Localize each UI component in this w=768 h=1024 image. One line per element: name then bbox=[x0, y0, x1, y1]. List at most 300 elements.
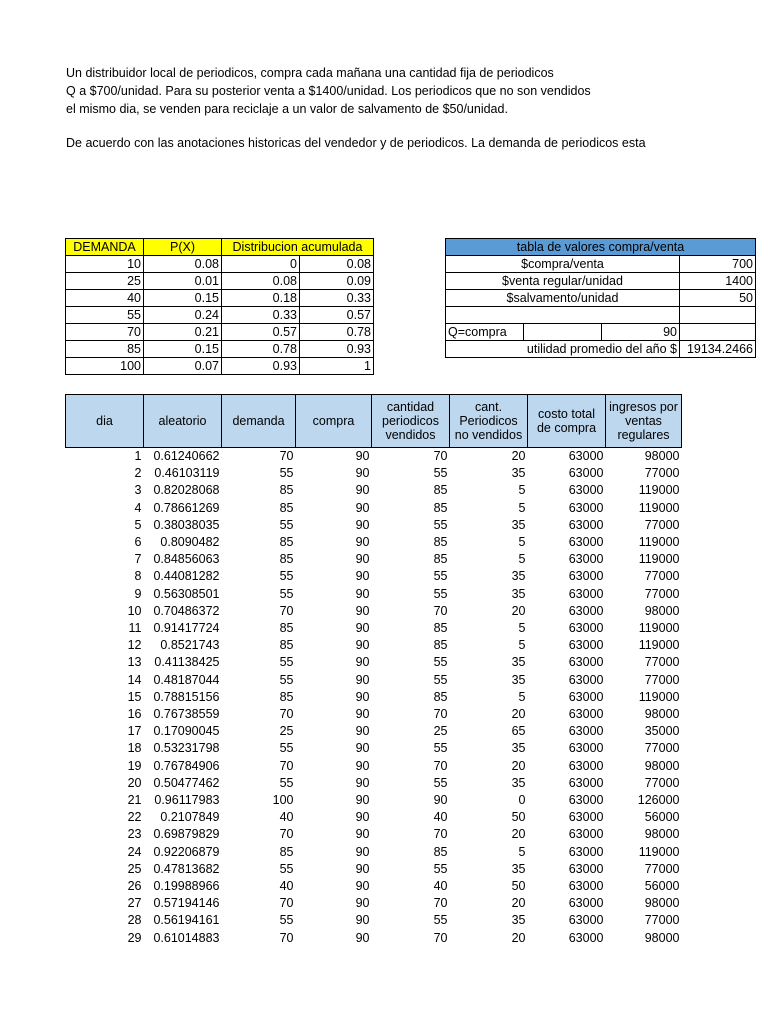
acum-high-cell: 0.08 bbox=[300, 256, 374, 273]
ingresos-cell: 35000 bbox=[644, 724, 680, 739]
header-demanda: DEMANDA bbox=[66, 239, 144, 256]
aleatorio-cell: 0.44081282 bbox=[153, 569, 220, 584]
aleatorio-cell: 0.48187044 bbox=[153, 672, 220, 687]
vendidos-cell: 55 bbox=[433, 569, 448, 584]
costo-cell: 63000 bbox=[568, 655, 604, 670]
costo-cell: 63000 bbox=[568, 621, 604, 636]
table-row bbox=[66, 930, 682, 947]
dia-cell: 7 bbox=[134, 552, 142, 567]
table-row bbox=[66, 307, 374, 324]
acum-high-cell: 0.33 bbox=[300, 290, 374, 307]
empty-cell bbox=[680, 324, 756, 341]
demanda-cell: 55 bbox=[279, 466, 294, 481]
dia-cell: 16 bbox=[127, 707, 142, 722]
demanda-cell: 55 bbox=[279, 655, 294, 670]
compra-cell: 90 bbox=[355, 621, 370, 636]
dia-cell: 1 bbox=[134, 449, 142, 463]
demanda-cell: 70 bbox=[279, 827, 294, 842]
ingresos-cell: 119000 bbox=[638, 535, 680, 550]
ingresos-cell: 98000 bbox=[644, 827, 680, 842]
empty-cell bbox=[680, 307, 756, 324]
q-compra-label: Q=compra bbox=[446, 324, 524, 341]
dia-cell: 18 bbox=[127, 741, 142, 756]
table-row bbox=[66, 706, 682, 723]
aleatorio-cell: 0.17090045 bbox=[153, 724, 220, 739]
aleatorio-cell: 0.61240662 bbox=[153, 449, 220, 463]
dia-cell: 11 bbox=[128, 621, 142, 636]
costo-cell: 63000 bbox=[568, 758, 604, 773]
table-row bbox=[66, 740, 682, 757]
aleatorio-cell: 0.91417724 bbox=[153, 621, 220, 636]
aleatorio-cell: 0.38038035 bbox=[153, 517, 220, 532]
demanda-cell: 40 bbox=[66, 290, 144, 307]
table-row bbox=[66, 534, 682, 551]
ingresos-cell: 119000 bbox=[638, 638, 680, 653]
no-vendidos-cell: 20 bbox=[511, 603, 526, 618]
no-vendidos-cell: 5 bbox=[518, 535, 526, 550]
demanda-cell: 55 bbox=[279, 775, 294, 790]
vendidos-cell: 55 bbox=[433, 861, 448, 876]
header-dia: dia bbox=[66, 395, 144, 448]
costo-cell: 63000 bbox=[568, 603, 604, 618]
utilidad-value: 19134.2466 bbox=[680, 341, 756, 358]
vendidos-cell: 85 bbox=[433, 689, 448, 704]
demanda-cell: 70 bbox=[279, 758, 294, 773]
vendidos-cell: 25 bbox=[433, 724, 448, 739]
compra-venta-label: $compra/venta bbox=[446, 256, 680, 273]
vendidos-cell: 55 bbox=[433, 672, 448, 687]
demanda-cell: 70 bbox=[279, 603, 294, 618]
ingresos-cell: 98000 bbox=[644, 449, 680, 463]
aleatorio-cell: 0.76738559 bbox=[153, 707, 220, 722]
aleatorio-cell: 0.2107849 bbox=[160, 810, 220, 825]
intro-line-4: De acuerdo con las anotaciones historicas del vendedor y de periodicos. La demanda de periodicos esta bbox=[66, 136, 646, 150]
aleatorio-cell: 0.47813682 bbox=[153, 861, 220, 876]
demanda-cell: 85 bbox=[279, 483, 294, 498]
table-row bbox=[66, 448, 682, 466]
vendidos-cell: 55 bbox=[433, 741, 448, 756]
costo-cell: 63000 bbox=[568, 638, 604, 653]
no-vendidos-cell: 5 bbox=[518, 483, 526, 498]
table-row bbox=[66, 341, 374, 358]
header-no-vendidos: cant. Periodicos no vendidos bbox=[450, 395, 528, 448]
utilidad-label bbox=[446, 341, 680, 358]
no-vendidos-cell: 65 bbox=[511, 724, 526, 739]
vendidos-cell: 85 bbox=[433, 844, 448, 859]
compra-cell: 90 bbox=[355, 500, 370, 515]
ingresos-cell: 119000 bbox=[638, 483, 680, 498]
compra-cell: 90 bbox=[355, 758, 370, 773]
compra-cell: 90 bbox=[355, 535, 370, 550]
px-cell: 0.24 bbox=[144, 307, 222, 324]
demanda-cell: 70 bbox=[66, 324, 144, 341]
vendidos-cell: 70 bbox=[433, 603, 448, 618]
header-vendidos: cantidad periodicos vendidos bbox=[372, 395, 450, 448]
compra-cell: 90 bbox=[355, 655, 370, 670]
ingresos-cell: 77000 bbox=[644, 569, 680, 584]
no-vendidos-cell: 50 bbox=[511, 879, 526, 894]
vendidos-cell: 55 bbox=[433, 586, 448, 601]
costo-cell: 63000 bbox=[568, 517, 604, 532]
price-values-table bbox=[445, 238, 756, 358]
ingresos-cell: 77000 bbox=[644, 672, 680, 687]
aleatorio-cell: 0.96117983 bbox=[154, 793, 220, 808]
demanda-cell: 55 bbox=[279, 672, 294, 687]
vendidos-cell: 70 bbox=[433, 827, 448, 842]
compra-cell: 90 bbox=[355, 603, 370, 618]
header-aleatorio: aleatorio bbox=[144, 395, 222, 448]
acum-low-cell: 0 bbox=[222, 256, 300, 273]
table-row bbox=[66, 603, 682, 620]
dia-cell: 5 bbox=[134, 517, 142, 532]
aleatorio-cell: 0.76784906 bbox=[153, 758, 220, 773]
vendidos-cell: 40 bbox=[433, 879, 448, 894]
demanda-cell: 10 bbox=[66, 256, 144, 273]
header-costo-total: costo total de compra bbox=[528, 395, 606, 448]
aleatorio-cell: 0.8521743 bbox=[160, 638, 220, 653]
ingresos-cell: 77000 bbox=[644, 517, 680, 532]
table-row bbox=[66, 358, 374, 375]
table-row bbox=[66, 465, 682, 482]
costo-cell: 63000 bbox=[568, 672, 604, 687]
vendidos-cell: 85 bbox=[433, 621, 448, 636]
table-row bbox=[66, 256, 374, 273]
demanda-cell: 85 bbox=[279, 500, 294, 515]
compra-cell: 90 bbox=[355, 896, 370, 911]
table-row bbox=[66, 775, 682, 792]
demanda-cell: 100 bbox=[272, 793, 294, 808]
acum-low-cell: 0.18 bbox=[222, 290, 300, 307]
dia-cell: 14 bbox=[127, 672, 142, 687]
no-vendidos-cell: 5 bbox=[518, 844, 526, 859]
vendidos-cell: 85 bbox=[433, 552, 448, 567]
costo-cell: 63000 bbox=[568, 724, 604, 739]
dia-cell: 3 bbox=[134, 483, 142, 498]
aleatorio-cell: 0.82028068 bbox=[153, 483, 220, 498]
acum-low-cell: 0.93 bbox=[222, 358, 300, 375]
vendidos-cell: 55 bbox=[433, 655, 448, 670]
vendidos-cell: 70 bbox=[433, 896, 448, 911]
compra-cell: 90 bbox=[355, 466, 370, 481]
header-px: P(X) bbox=[144, 239, 222, 256]
px-cell: 0.01 bbox=[144, 273, 222, 290]
demanda-cell: 85 bbox=[279, 689, 294, 704]
compra-cell: 90 bbox=[355, 775, 370, 790]
costo-cell: 63000 bbox=[568, 707, 604, 722]
no-vendidos-cell: 35 bbox=[511, 517, 526, 532]
table-row bbox=[66, 551, 682, 568]
aleatorio-cell: 0.61014883 bbox=[153, 930, 220, 945]
compra-cell: 90 bbox=[355, 586, 370, 601]
vendidos-cell: 85 bbox=[433, 535, 448, 550]
aleatorio-cell: 0.78815156 bbox=[153, 689, 220, 704]
compra-cell: 90 bbox=[355, 827, 370, 842]
table-row bbox=[66, 826, 682, 843]
compra-cell: 90 bbox=[355, 724, 370, 739]
costo-cell: 63000 bbox=[568, 810, 604, 825]
table-row bbox=[66, 723, 682, 740]
compra-cell: 90 bbox=[355, 569, 370, 584]
no-vendidos-cell: 0 bbox=[518, 793, 526, 808]
ingresos-cell: 119000 bbox=[638, 621, 680, 636]
venta-regular-label: $venta regular/unidad bbox=[446, 273, 680, 290]
table-row bbox=[66, 878, 682, 895]
aleatorio-cell: 0.50477462 bbox=[153, 775, 220, 790]
no-vendidos-cell: 5 bbox=[518, 638, 526, 653]
costo-cell: 63000 bbox=[568, 775, 604, 790]
dia-cell: 25 bbox=[127, 861, 142, 876]
table-row bbox=[66, 809, 682, 826]
ingresos-cell: 77000 bbox=[644, 741, 680, 756]
aleatorio-cell: 0.19988966 bbox=[153, 879, 220, 894]
table-row bbox=[66, 654, 682, 671]
vendidos-cell: 70 bbox=[433, 930, 448, 945]
demand-distribution-table bbox=[65, 238, 374, 375]
dia-cell: 24 bbox=[127, 844, 142, 859]
no-vendidos-cell: 35 bbox=[511, 913, 526, 928]
no-vendidos-cell: 35 bbox=[511, 672, 526, 687]
compra-cell: 90 bbox=[355, 861, 370, 876]
no-vendidos-cell: 35 bbox=[511, 861, 526, 876]
demanda-cell: 85 bbox=[279, 844, 294, 859]
dia-cell: 10 bbox=[127, 603, 142, 618]
vendidos-cell: 40 bbox=[433, 810, 448, 825]
aleatorio-cell: 0.53231798 bbox=[153, 741, 220, 756]
demanda-cell: 85 bbox=[66, 341, 144, 358]
no-vendidos-cell: 20 bbox=[511, 707, 526, 722]
header-ingresos: ingresos por ventas regulares bbox=[606, 395, 682, 448]
compra-cell: 90 bbox=[355, 517, 370, 532]
px-cell: 0.08 bbox=[144, 256, 222, 273]
table-row bbox=[66, 290, 374, 307]
demanda-cell: 85 bbox=[279, 638, 294, 653]
dia-cell: 12 bbox=[127, 638, 142, 653]
acum-low-cell: 0.57 bbox=[222, 324, 300, 341]
table-row bbox=[66, 273, 374, 290]
no-vendidos-cell: 20 bbox=[511, 758, 526, 773]
compra-cell: 90 bbox=[355, 689, 370, 704]
table-row bbox=[66, 672, 682, 689]
table-row bbox=[66, 637, 682, 654]
salvamento-label: $salvamento/unidad bbox=[446, 290, 680, 307]
ingresos-cell: 98000 bbox=[644, 930, 680, 945]
demanda-cell: 55 bbox=[279, 861, 294, 876]
demanda-cell: 55 bbox=[66, 307, 144, 324]
dia-cell: 2 bbox=[134, 466, 142, 481]
vendidos-cell: 70 bbox=[433, 758, 448, 773]
ingresos-cell: 56000 bbox=[644, 810, 680, 825]
ingresos-cell: 119000 bbox=[638, 552, 680, 567]
empty-cell bbox=[524, 324, 602, 341]
compra-cell: 90 bbox=[355, 638, 370, 653]
aleatorio-cell: 0.69879829 bbox=[153, 827, 220, 842]
ingresos-cell: 98000 bbox=[644, 707, 680, 722]
demanda-cell: 70 bbox=[279, 707, 294, 722]
costo-cell: 63000 bbox=[568, 483, 604, 498]
acum-high-cell: 0.09 bbox=[300, 273, 374, 290]
no-vendidos-cell: 35 bbox=[511, 655, 526, 670]
ingresos-cell: 77000 bbox=[644, 861, 680, 876]
costo-cell: 63000 bbox=[568, 930, 604, 945]
dia-cell: 23 bbox=[127, 827, 142, 842]
vendidos-cell: 90 bbox=[433, 793, 448, 808]
compra-cell: 90 bbox=[355, 810, 370, 825]
ingresos-cell: 77000 bbox=[644, 586, 680, 601]
problem-statement bbox=[66, 64, 591, 118]
costo-cell: 63000 bbox=[568, 844, 604, 859]
compra-cell: 90 bbox=[355, 741, 370, 756]
values-table-title: tabla de valores compra/venta bbox=[446, 239, 756, 256]
table-row bbox=[66, 689, 682, 706]
aleatorio-cell: 0.78661269 bbox=[153, 500, 220, 515]
vendidos-cell: 55 bbox=[433, 913, 448, 928]
demanda-cell: 70 bbox=[279, 930, 294, 945]
costo-cell: 63000 bbox=[568, 586, 604, 601]
no-vendidos-cell: 35 bbox=[511, 466, 526, 481]
costo-cell: 63000 bbox=[568, 861, 604, 876]
simulation-table bbox=[65, 394, 682, 947]
costo-cell: 63000 bbox=[568, 449, 604, 463]
costo-cell: 63000 bbox=[568, 569, 604, 584]
acum-high-cell: 0.78 bbox=[300, 324, 374, 341]
compra-cell: 90 bbox=[355, 793, 370, 808]
costo-cell: 63000 bbox=[568, 535, 604, 550]
dia-cell: 15 bbox=[127, 689, 142, 704]
demanda-cell: 85 bbox=[279, 621, 294, 636]
header-demanda: demanda bbox=[222, 395, 296, 448]
compra-cell: 90 bbox=[355, 672, 370, 687]
px-cell: 0.07 bbox=[144, 358, 222, 375]
no-vendidos-cell: 5 bbox=[518, 500, 526, 515]
dia-cell: 27 bbox=[127, 896, 142, 911]
vendidos-cell: 85 bbox=[433, 500, 448, 515]
ingresos-cell: 98000 bbox=[644, 758, 680, 773]
intro-line-3: el mismo dia, se venden para reciclaje a un valor de salvamento de $50/unidad. bbox=[66, 102, 508, 116]
compra-cell: 90 bbox=[355, 483, 370, 498]
compra-cell: 90 bbox=[355, 449, 370, 463]
demanda-cell: 55 bbox=[279, 517, 294, 532]
ingresos-cell: 98000 bbox=[644, 603, 680, 618]
table-row bbox=[66, 912, 682, 929]
vendidos-cell: 85 bbox=[433, 483, 448, 498]
costo-cell: 63000 bbox=[568, 552, 604, 567]
no-vendidos-cell: 5 bbox=[518, 621, 526, 636]
dia-cell: 19 bbox=[127, 758, 142, 773]
compra-cell: 90 bbox=[355, 844, 370, 859]
intro-line-1: Un distribuidor local de periodicos, compra cada mañana una cantidad fija de periodicos bbox=[66, 66, 554, 80]
no-vendidos-cell: 5 bbox=[518, 689, 526, 704]
px-cell: 0.15 bbox=[144, 290, 222, 307]
table-row bbox=[66, 482, 682, 499]
ingresos-cell: 77000 bbox=[644, 913, 680, 928]
vendidos-cell: 85 bbox=[433, 638, 448, 653]
dia-cell: 13 bbox=[127, 655, 142, 670]
acum-low-cell: 0.78 bbox=[222, 341, 300, 358]
costo-cell: 63000 bbox=[568, 689, 604, 704]
aleatorio-cell: 0.92206879 bbox=[153, 844, 220, 859]
px-cell: 0.15 bbox=[144, 341, 222, 358]
utilidad-label-text: utilidad promedio del año $ bbox=[526, 342, 677, 356]
acum-high-cell: 0.93 bbox=[300, 341, 374, 358]
compra-cell: 90 bbox=[355, 913, 370, 928]
vendidos-cell: 55 bbox=[433, 466, 448, 481]
table-row bbox=[66, 620, 682, 637]
aleatorio-cell: 0.84856063 bbox=[153, 552, 220, 567]
demanda-cell: 40 bbox=[279, 810, 294, 825]
aleatorio-cell: 0.8090482 bbox=[160, 535, 220, 550]
no-vendidos-cell: 20 bbox=[511, 827, 526, 842]
table-row bbox=[66, 792, 682, 809]
aleatorio-cell: 0.46103119 bbox=[154, 466, 220, 481]
dia-cell: 26 bbox=[127, 879, 142, 894]
ingresos-cell: 119000 bbox=[638, 500, 680, 515]
header-compra: compra bbox=[296, 395, 372, 448]
intro-line-2: Q a $700/unidad. Para su posterior venta a $1400/unidad. Los periodicos que no son vendidos bbox=[66, 84, 591, 98]
venta-regular-value: 1400 bbox=[680, 273, 756, 290]
dia-cell: 29 bbox=[127, 930, 142, 945]
vendidos-cell: 55 bbox=[433, 517, 448, 532]
ingresos-cell: 56000 bbox=[644, 879, 680, 894]
aleatorio-cell: 0.41138425 bbox=[154, 655, 220, 670]
table-row bbox=[66, 844, 682, 861]
costo-cell: 63000 bbox=[568, 896, 604, 911]
vendidos-cell: 70 bbox=[433, 449, 448, 463]
dia-cell: 4 bbox=[134, 500, 142, 515]
ingresos-cell: 98000 bbox=[644, 896, 680, 911]
table-row bbox=[66, 758, 682, 775]
ingresos-cell: 126000 bbox=[637, 793, 680, 808]
px-cell: 0.21 bbox=[144, 324, 222, 341]
table-row bbox=[66, 517, 682, 534]
costo-cell: 63000 bbox=[568, 793, 604, 808]
table-row bbox=[66, 568, 682, 585]
demanda-cell: 40 bbox=[279, 879, 294, 894]
no-vendidos-cell: 50 bbox=[511, 810, 526, 825]
demanda-cell: 55 bbox=[279, 586, 294, 601]
demanda-cell: 85 bbox=[279, 535, 294, 550]
aleatorio-cell: 0.56308501 bbox=[153, 586, 220, 601]
demanda-cell: 70 bbox=[279, 449, 294, 463]
ingresos-cell: 119000 bbox=[638, 689, 680, 704]
ingresos-cell: 77000 bbox=[644, 655, 680, 670]
demanda-cell: 25 bbox=[66, 273, 144, 290]
aleatorio-cell: 0.70486372 bbox=[153, 603, 220, 618]
table-row bbox=[66, 500, 682, 517]
no-vendidos-cell: 35 bbox=[511, 569, 526, 584]
no-vendidos-cell: 20 bbox=[511, 896, 526, 911]
costo-cell: 63000 bbox=[568, 466, 604, 481]
dia-cell: 21 bbox=[127, 793, 142, 808]
no-vendidos-cell: 35 bbox=[511, 775, 526, 790]
compra-cell: 90 bbox=[355, 879, 370, 894]
dia-cell: 17 bbox=[127, 724, 142, 739]
compra-cell: 90 bbox=[355, 552, 370, 567]
costo-cell: 63000 bbox=[568, 913, 604, 928]
demanda-cell: 25 bbox=[279, 724, 294, 739]
demanda-cell: 55 bbox=[279, 569, 294, 584]
table-row bbox=[66, 324, 374, 341]
table-row bbox=[66, 861, 682, 878]
aleatorio-cell: 0.57194146 bbox=[153, 896, 220, 911]
salvamento-value: 50 bbox=[680, 290, 756, 307]
acum-low-cell: 0.08 bbox=[222, 273, 300, 290]
table-row bbox=[66, 895, 682, 912]
compra-cell: 90 bbox=[355, 707, 370, 722]
acum-high-cell: 0.57 bbox=[300, 307, 374, 324]
aleatorio-cell: 0.56194161 bbox=[153, 913, 220, 928]
costo-cell: 63000 bbox=[568, 741, 604, 756]
dia-cell: 20 bbox=[127, 775, 142, 790]
